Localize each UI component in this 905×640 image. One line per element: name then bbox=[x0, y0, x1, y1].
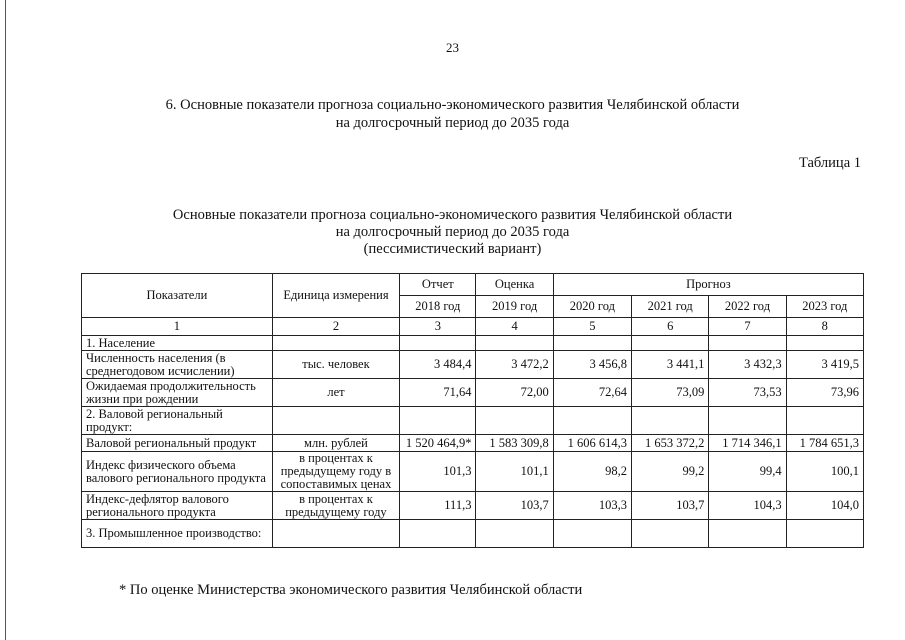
value-cell: 72,64 bbox=[553, 379, 631, 407]
empty-cell bbox=[632, 520, 709, 548]
empty-cell bbox=[553, 520, 631, 548]
row-label: Индекс-дефлятор валового регионального продукта bbox=[82, 492, 273, 520]
row-label: Индекс физического объема валового регионального продукта bbox=[82, 452, 273, 492]
empty-cell bbox=[400, 407, 476, 435]
empty-cell bbox=[476, 336, 553, 351]
column-index: 6 bbox=[632, 318, 709, 336]
value-cell: 99,4 bbox=[709, 452, 786, 492]
value-cell: 1 520 464,9* bbox=[400, 435, 476, 452]
value-cell: 3 419,5 bbox=[786, 351, 863, 379]
empty-cell bbox=[632, 407, 709, 435]
table-row bbox=[82, 336, 864, 351]
column-index: 1 bbox=[82, 318, 273, 336]
column-index: 2 bbox=[272, 318, 399, 336]
column-index: 7 bbox=[709, 318, 786, 336]
value-cell: 1 583 309,8 bbox=[476, 435, 553, 452]
empty-cell bbox=[400, 336, 476, 351]
table-row bbox=[82, 435, 864, 452]
header-year: 2022 год bbox=[709, 296, 786, 318]
header-year: 2023 год bbox=[786, 296, 863, 318]
value-cell: 103,7 bbox=[476, 492, 553, 520]
header-forecast: Прогноз bbox=[553, 274, 863, 296]
header-report: Отчет bbox=[400, 274, 476, 296]
header-indicator: Показатели bbox=[82, 274, 273, 318]
value-cell: 3 456,8 bbox=[553, 351, 631, 379]
empty-cell bbox=[553, 336, 631, 351]
table-caption-line-1: Основные показатели прогноза социально-экономического развития Челябинской области bbox=[172, 207, 733, 223]
value-cell: 101,3 bbox=[400, 452, 476, 492]
row-label: 3. Промышленное производство: bbox=[82, 520, 273, 548]
header-year: 2021 год bbox=[632, 296, 709, 318]
table-row bbox=[82, 452, 864, 492]
empty-cell bbox=[272, 407, 399, 435]
empty-cell bbox=[272, 336, 399, 351]
value-cell: 3 432,3 bbox=[709, 351, 786, 379]
value-cell: 1 714 346,1 bbox=[709, 435, 786, 452]
row-unit: в процентах к предыдущему году bbox=[272, 492, 399, 520]
value-cell: 1 653 372,2 bbox=[632, 435, 709, 452]
row-label: Численность населения (в среднегодовом исчислении) bbox=[82, 351, 273, 379]
empty-cell bbox=[272, 520, 399, 548]
value-cell: 73,53 bbox=[709, 379, 786, 407]
row-unit: млн. рублей bbox=[272, 435, 399, 452]
row-label: 2. Валовой региональный продукт: bbox=[82, 407, 273, 435]
header-year: 2019 год bbox=[476, 296, 553, 318]
column-index-row bbox=[82, 318, 864, 336]
empty-cell bbox=[476, 407, 553, 435]
row-label: Ожидаемая продолжительность жизни при рождении bbox=[82, 379, 273, 407]
value-cell: 3 472,2 bbox=[476, 351, 553, 379]
empty-cell bbox=[786, 520, 863, 548]
value-cell: 3 441,1 bbox=[632, 351, 709, 379]
table-row bbox=[82, 520, 864, 548]
row-label: Валовой региональный продукт bbox=[82, 435, 273, 452]
table-row bbox=[82, 407, 864, 435]
table-row bbox=[82, 379, 864, 407]
value-cell: 111,3 bbox=[400, 492, 476, 520]
empty-cell bbox=[786, 407, 863, 435]
value-cell: 103,3 bbox=[553, 492, 631, 520]
empty-cell bbox=[709, 407, 786, 435]
value-cell: 3 484,4 bbox=[400, 351, 476, 379]
value-cell: 104,3 bbox=[709, 492, 786, 520]
table-label: Таблица 1 bbox=[798, 155, 861, 171]
table-caption-line-2: на долгосрочный период до 2035 года bbox=[335, 224, 570, 240]
empty-cell bbox=[709, 336, 786, 351]
column-index: 8 bbox=[786, 318, 863, 336]
column-index: 3 bbox=[400, 318, 476, 336]
table-caption-line-3: (пессимистический вариант) bbox=[363, 241, 542, 257]
value-cell: 1 606 614,3 bbox=[553, 435, 631, 452]
value-cell: 98,2 bbox=[553, 452, 631, 492]
value-cell: 72,00 bbox=[476, 379, 553, 407]
row-unit: тыс. человек bbox=[272, 351, 399, 379]
section-title-line-2: на долгосрочный период до 2035 года bbox=[335, 115, 570, 131]
section-title-line-1: 6. Основные показатели прогноза социально-экономического развития Челябинской области bbox=[165, 97, 740, 113]
column-index: 4 bbox=[476, 318, 553, 336]
empty-cell bbox=[786, 336, 863, 351]
row-label: 1. Население bbox=[82, 336, 273, 351]
value-cell: 99,2 bbox=[632, 452, 709, 492]
footnote: * По оценке Министерства экономического развития Челябинской области bbox=[119, 582, 583, 598]
empty-cell bbox=[476, 520, 553, 548]
table-row bbox=[82, 351, 864, 379]
value-cell: 73,96 bbox=[786, 379, 863, 407]
row-unit: лет bbox=[272, 379, 399, 407]
indicators-table bbox=[81, 273, 864, 548]
value-cell: 101,1 bbox=[476, 452, 553, 492]
value-cell: 104,0 bbox=[786, 492, 863, 520]
page-number: 23 bbox=[446, 40, 459, 55]
column-index: 5 bbox=[553, 318, 631, 336]
value-cell: 103,7 bbox=[632, 492, 709, 520]
value-cell: 71,64 bbox=[400, 379, 476, 407]
table-row bbox=[82, 492, 864, 520]
empty-cell bbox=[400, 520, 476, 548]
header-estimate: Оценка bbox=[476, 274, 553, 296]
value-cell: 100,1 bbox=[786, 452, 863, 492]
table-caption bbox=[0, 207, 905, 258]
header-year: 2020 год bbox=[553, 296, 631, 318]
header-year: 2018 год bbox=[400, 296, 476, 318]
value-cell: 73,09 bbox=[632, 379, 709, 407]
section-title bbox=[0, 96, 905, 132]
value-cell: 1 784 651,3 bbox=[786, 435, 863, 452]
empty-cell bbox=[632, 336, 709, 351]
row-unit: в процентах к предыдущему году в сопоставимых ценах bbox=[272, 452, 399, 492]
header-unit: Единица измерения bbox=[272, 274, 399, 318]
empty-cell bbox=[709, 520, 786, 548]
empty-cell bbox=[553, 407, 631, 435]
